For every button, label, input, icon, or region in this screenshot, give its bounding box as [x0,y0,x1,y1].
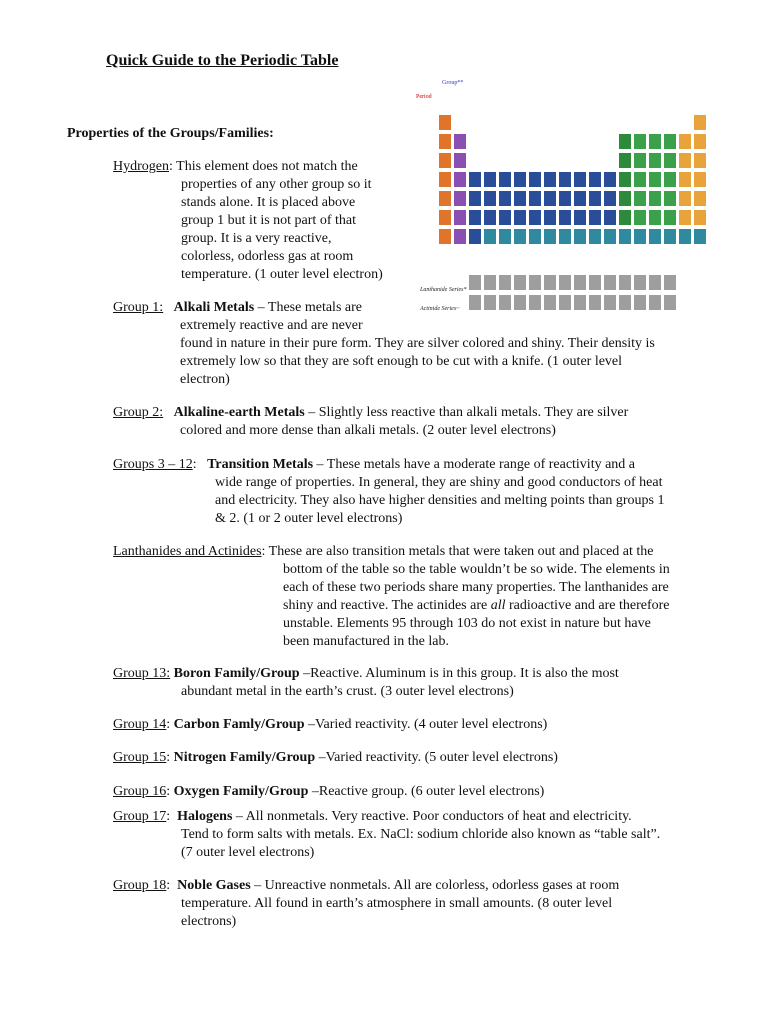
element-cell [468,209,482,226]
group15-line1: –Varied reactivity. (5 outer level electrons) [315,750,558,765]
element-cell [663,228,677,245]
group14-sep: : [166,717,171,732]
element-cell [693,190,707,207]
element-cell [498,190,512,207]
element-cell [438,228,452,245]
element-cell [648,274,662,291]
element-cell [513,190,527,207]
hydrogen-sep: : [169,159,173,174]
group2-name: Alkaline-earth Metals [173,405,305,420]
element-cell [693,228,707,245]
hydrogen-paragraph [113,158,383,284]
element-cell [543,228,557,245]
element-cell [618,209,632,226]
element-cell [513,171,527,188]
element-cell [573,209,587,226]
element-cell [618,152,632,169]
element-cell [558,209,572,226]
element-cell [468,274,482,291]
hydrogen-line: group 1 but it is not part of that [181,213,356,228]
element-cell [618,133,632,150]
groups3-12-paragraph [113,456,664,528]
element-cell [648,133,662,150]
group13-line: abundant metal in the earth’s crust. (3 outer level electrons) [181,684,514,699]
element-cell [438,190,452,207]
groups3-12-line: wide range of properties. In general, they are shiny and good conductors of heat [215,475,663,490]
group17-paragraph [113,808,660,862]
periodic-table-figure [414,78,732,318]
hydrogen-line: temperature. (1 outer level electron) [181,267,383,282]
element-cell [648,209,662,226]
group1-label: Group 1: [113,300,164,315]
hydrogen-line: properties of any other group so it [181,177,372,192]
element-cell [438,152,452,169]
element-cell [513,209,527,226]
element-cell [528,209,542,226]
group14-label: Group 14 [113,717,167,732]
group2-line: colored and more dense than alkali metals. (2 outer level electrons) [180,423,556,438]
element-cell [498,274,512,291]
element-cell [558,228,572,245]
element-cell [633,152,647,169]
group17-line: Tend to form salts with metals. Ex. NaCl: sodium chloride also known as “table salt”. [181,827,661,842]
element-cell [633,133,647,150]
group18-sep: : [166,878,171,893]
group2-line1: – Slightly less reactive than alkali metals. They are silver [304,405,629,420]
group13-name: Boron Family/Group [173,666,300,681]
element-cell [528,274,542,291]
lanthanides-all: all [490,598,506,613]
group18-line: temperature. All found in earth’s atmosphere in small amounts. (8 outer level [181,896,613,911]
element-cell [588,171,602,188]
element-cell [543,190,557,207]
hydrogen-line: colorless, odorless gas at room [181,249,354,264]
lanthanide-series-label: Lanthanide Series* [420,287,467,293]
hydrogen-line: stands alone. It is placed above [181,195,356,210]
element-cell [663,294,677,311]
element-cell [453,133,467,150]
lanthanides-line-start: shiny and reactive. The actinides are [283,598,488,613]
element-cell [573,274,587,291]
element-cell [453,171,467,188]
lanthanides-line [283,597,670,615]
groups3-12-line: and electricity. They also have higher densities and melting points than groups 1 [215,493,665,508]
element-cell [588,228,602,245]
element-cell [483,228,497,245]
group1-line: extremely low so that they are soft enough to be cut with a knife. (1 outer level [180,354,623,369]
group15-sep: : [166,750,171,765]
section-heading: Properties of the Groups/Families: [67,126,274,141]
element-cell [648,152,662,169]
group17-line1: – All nonmetals. Very reactive. Poor conductors of heat and electricity. [232,809,632,824]
group1-line: electron) [180,372,230,387]
element-cell [633,190,647,207]
group15-label: Group 15 [113,750,167,765]
element-cell [438,114,452,131]
element-cell [678,209,692,226]
element-cell [603,171,617,188]
element-cell [543,209,557,226]
element-cell [648,171,662,188]
element-cell [543,274,557,291]
groups3-12-name: Transition Metals [207,457,314,472]
element-cell [603,228,617,245]
groups3-12-label: Groups 3 – 12 [113,457,193,472]
lanthanides-line: unstable. Elements 95 through 103 do not exist in nature but have [283,616,651,631]
element-cell [633,209,647,226]
lanthanides-line1: : These are also transition metals that were taken out and placed at the [261,544,654,559]
lanthanides-paragraph [113,543,670,651]
element-cell [453,190,467,207]
lanthanides-line-end: radioactive and are therefore [505,598,670,613]
lanthanides-line: bottom of the table so the table wouldn’t be so wide. The elements in [283,562,670,577]
group1-line1: – These metals are [254,300,362,315]
lanthanides-line: each of these two periods share many properties. The lanthanides are [283,580,669,595]
group13-paragraph [113,665,619,701]
element-cell [603,209,617,226]
element-cell [468,228,482,245]
element-cell [588,209,602,226]
element-cell [618,171,632,188]
group16-name: Oxygen Family/Group [173,784,309,799]
group1-paragraph [113,299,655,389]
lanthanides-label: Lanthanides and Actinides [113,544,262,559]
element-cell [513,228,527,245]
groups3-12-line: & 2. (1 or 2 outer level electrons) [215,511,403,526]
element-cell [693,152,707,169]
element-cell [483,209,497,226]
element-cell [528,228,542,245]
element-cell [678,171,692,188]
element-cell [648,190,662,207]
element-cell [693,209,707,226]
element-cell [633,171,647,188]
group17-line: (7 outer level electrons) [181,845,315,860]
element-cell [453,228,467,245]
lanthanides-line: been manufactured in the lab. [283,634,449,649]
group18-label: Group 18 [113,878,167,893]
element-cell [663,274,677,291]
element-cell [468,190,482,207]
group1-name: Alkali Metals [173,300,255,315]
element-cell [588,274,602,291]
group16-sep: : [166,784,171,799]
group15-paragraph [113,749,558,767]
element-cell [678,228,692,245]
element-cell [573,228,587,245]
group2-paragraph [113,404,628,440]
element-cell [663,152,677,169]
element-cell [633,274,647,291]
hydrogen-line: group. It is a very reactive, [181,231,332,246]
group14-name: Carbon Famly/Group [173,717,305,732]
group1-line: extremely reactive and are never [180,318,363,333]
element-cell [693,114,707,131]
element-cell [678,133,692,150]
period-header: Period [416,94,432,100]
element-cell [543,171,557,188]
element-cell [618,228,632,245]
group1-line: found in nature in their pure form. They are silver colored and shiny. Their density is [180,336,655,351]
group13-label: Group 13: [113,666,171,681]
element-cell [483,190,497,207]
group16-paragraph [113,783,544,801]
element-cell [693,133,707,150]
element-cell [498,209,512,226]
element-cell [483,274,497,291]
element-cell [603,274,617,291]
groups3-12-line1: – These metals have a moderate range of reactivity and a [313,457,636,472]
element-cell [558,190,572,207]
element-cell [648,228,662,245]
element-cell [618,274,632,291]
element-cell [678,190,692,207]
groups3-12-sep: : [192,457,197,472]
element-cell [663,190,677,207]
element-cell [438,133,452,150]
element-cell [438,209,452,226]
element-cell [633,228,647,245]
group17-label: Group 17 [113,809,167,824]
element-cell [513,274,527,291]
element-cell [603,190,617,207]
element-cell [528,171,542,188]
element-cell [558,171,572,188]
element-cell [573,171,587,188]
element-cell [468,171,482,188]
group18-paragraph [113,877,619,931]
group2-label: Group 2: [113,405,164,420]
group18-name: Noble Gases [177,878,251,893]
element-cell [438,171,452,188]
element-cell [663,209,677,226]
element-cell [453,209,467,226]
element-cell [483,171,497,188]
element-cell [558,274,572,291]
group18-line: electrons) [181,914,237,929]
element-cell [453,152,467,169]
element-cell [678,152,692,169]
element-cell [573,190,587,207]
group16-label: Group 16 [113,784,167,799]
element-cell [528,190,542,207]
element-cell [663,133,677,150]
element-cell [693,171,707,188]
group18-line1: – Unreactive nonmetals. All are colorless, odorless gases at room [250,878,620,893]
hydrogen-line1: This element does not match the [172,159,358,174]
page-title: Quick Guide to the Periodic Table [106,52,339,69]
element-cell [663,171,677,188]
element-cell [588,190,602,207]
group14-paragraph [113,716,547,734]
group17-name: Halogens [177,809,233,824]
hydrogen-label: Hydrogen [113,159,169,174]
group14-line1: –Varied reactivity. (4 outer level electrons) [304,717,548,732]
group16-line1: –Reactive group. (6 outer level electrons) [308,784,545,799]
group-header: Group** [442,80,464,86]
group17-sep: : [166,809,171,824]
element-cell [498,171,512,188]
element-cell [498,228,512,245]
actinide-series-label: Actinide Series~ [420,306,460,312]
group15-name: Nitrogen Family/Group [173,750,316,765]
group13-line1: –Reactive. Aluminum is in this group. It is also the most [299,666,619,681]
element-cell [618,190,632,207]
